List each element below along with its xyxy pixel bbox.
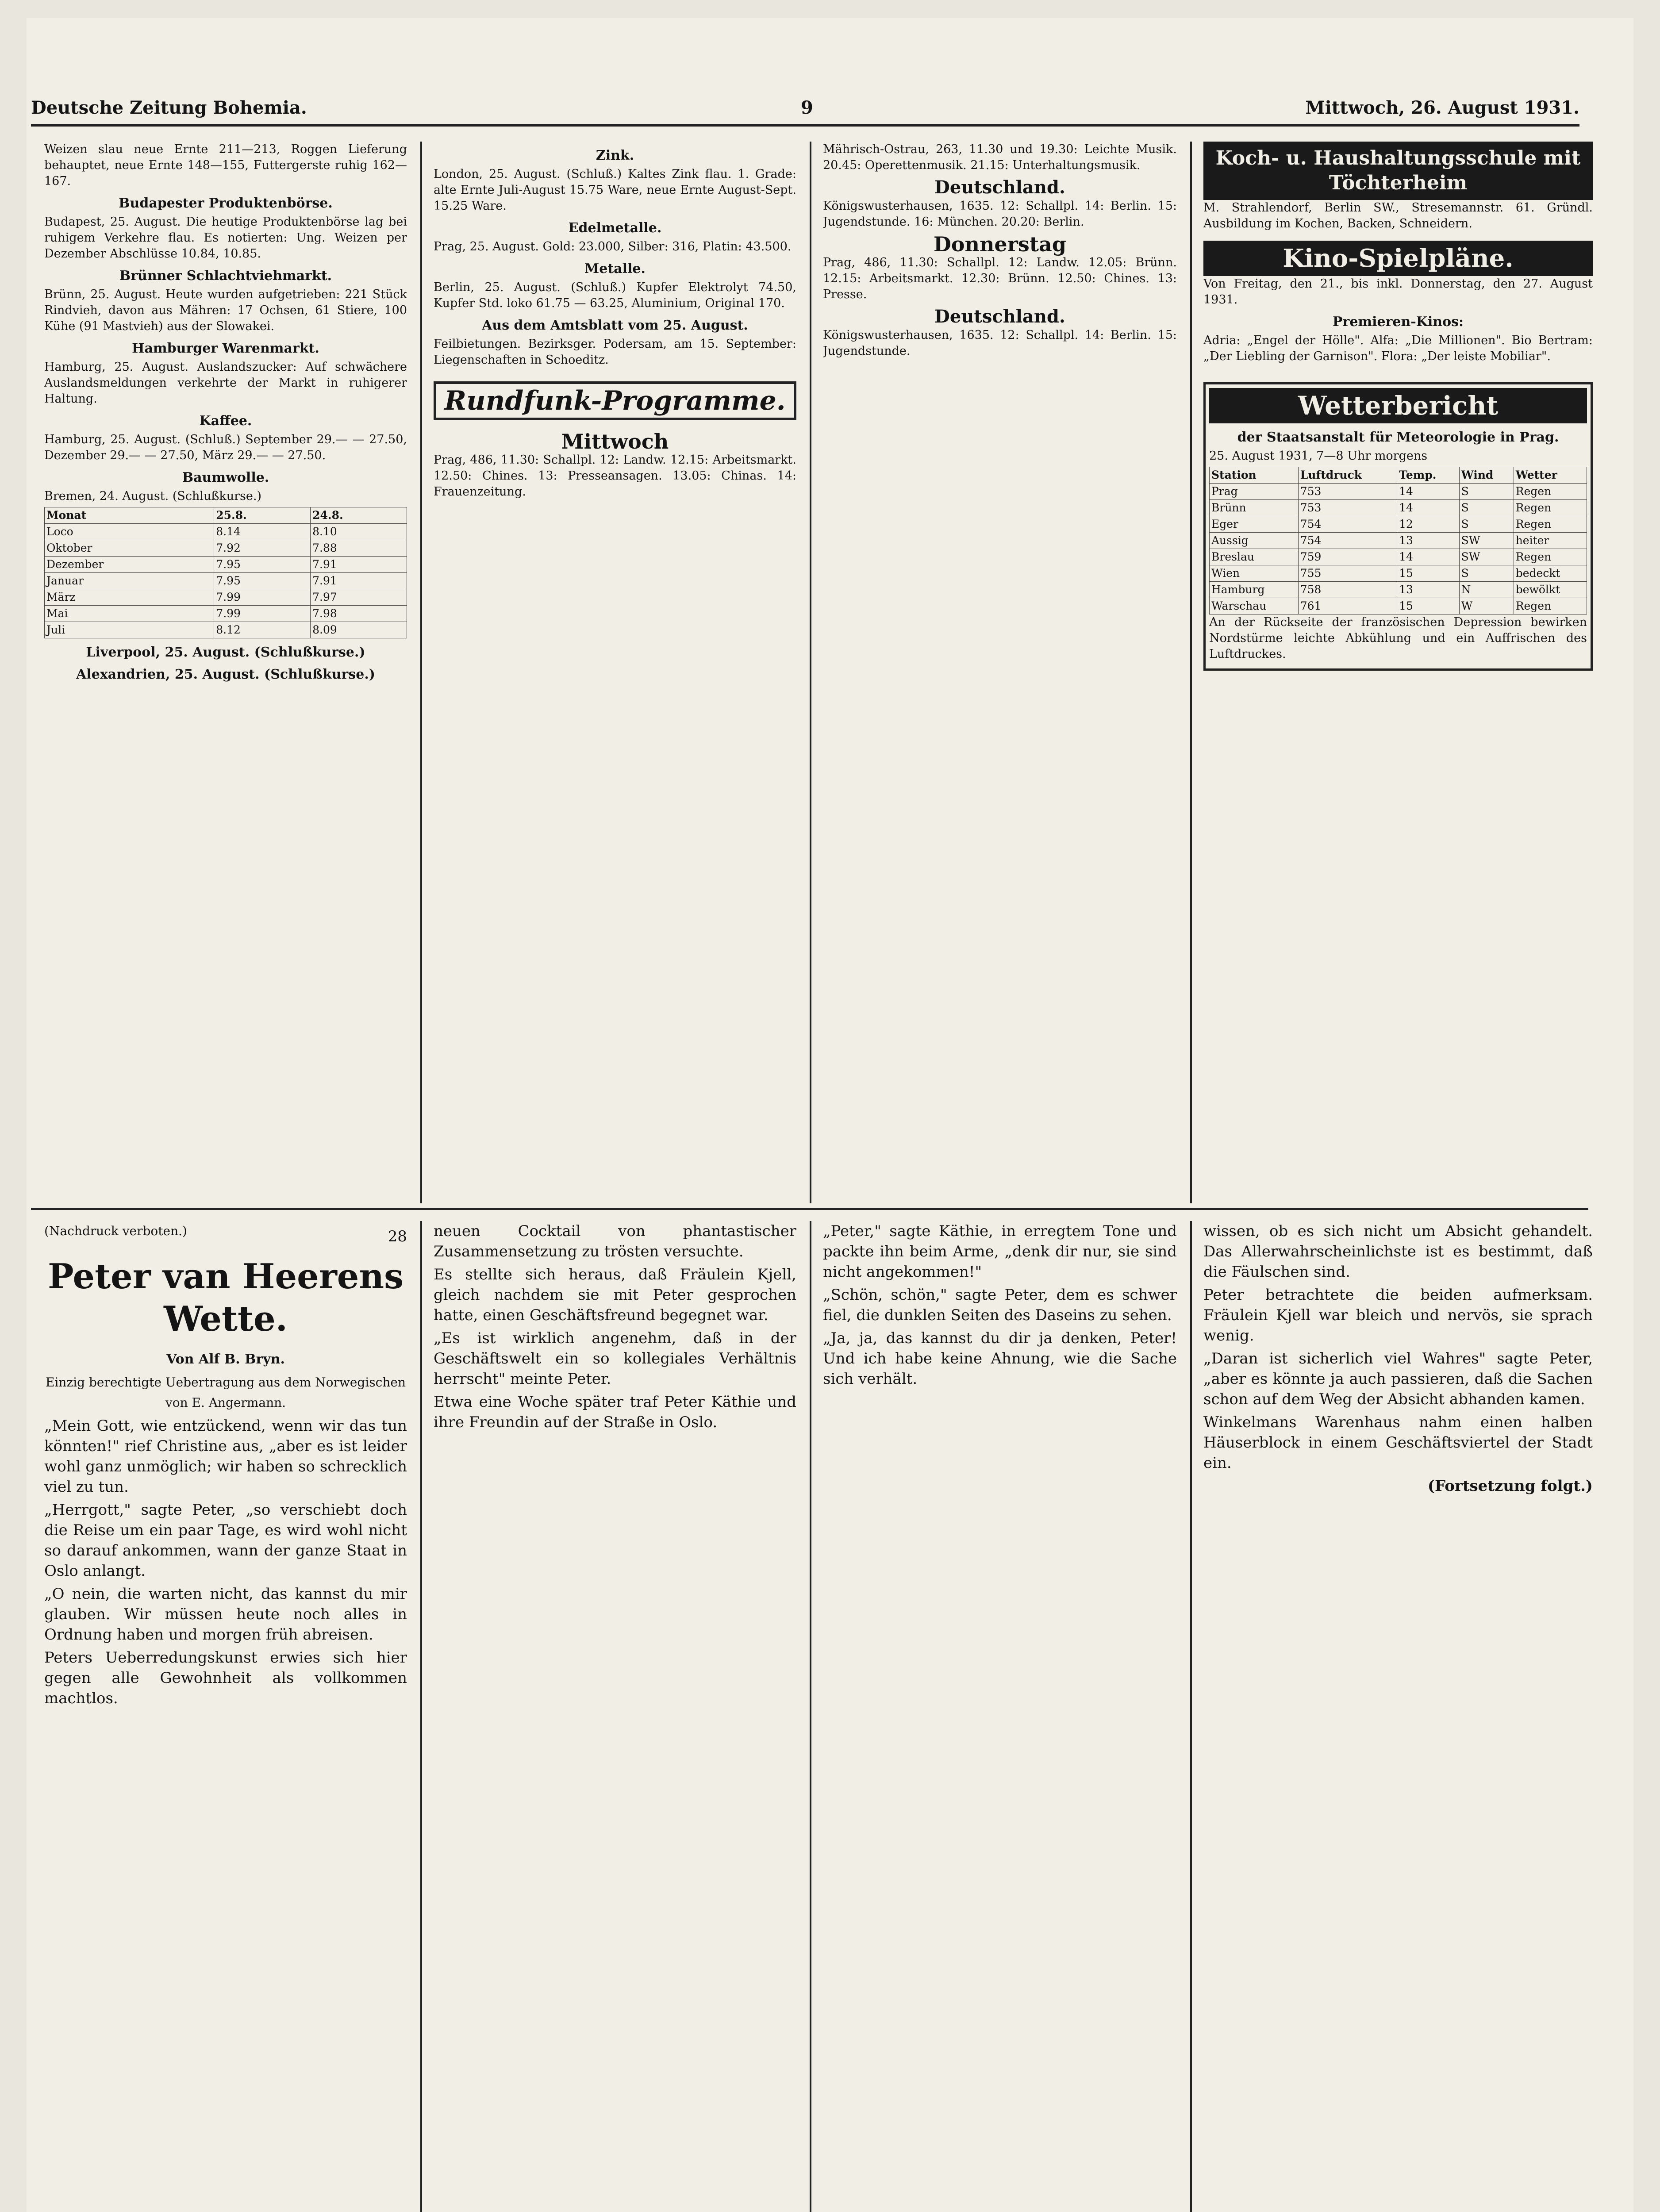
market-column (44, 142, 407, 1203)
story-column-4 (1203, 1221, 1593, 2212)
column-divider (420, 1221, 422, 2212)
kino-title: Kino-Spielpläne. (1203, 241, 1593, 276)
column-divider (810, 1221, 811, 2212)
zink-report: London, 25. August. (Schluß.) Kaltes Zink flau. 1. Grade: alte Ernte Juli-August 15.75 Ware, neue Ernte August-Sept. 15.25 Ware. (434, 167, 796, 213)
heading-edelmetalle: Edelmetalle. (568, 220, 662, 236)
story-paragraph: Peters Ueberredungskunst erwies sich hier gegen alle Gewohnheit als vollkommen machtlos. (44, 1649, 407, 1707)
budapest-report: Budapest, 25. August. Die heutige Produktenbörse lag bei ruhigem Verkehre flau. Es notierten: Ung. Weizen per Dezember Abschlüsse 10.84, 10.85. (44, 215, 407, 261)
grain-report: Weizen slau neue Ernte 211—213, Roggen Lieferung behauptet, neue Ernte 148—155, Futtergerste ruhig 162—167. (44, 142, 407, 188)
heading-amtsblatt: Aus dem Amtsblatt vom 25. August. (482, 318, 748, 333)
heading-kaffee: Kaffee. (199, 413, 252, 429)
heading-bruenn: Brünner Schlachtviehmarkt. (119, 268, 332, 284)
radio-koenigswusterhausen-2: Königswusterhausen, 1635. 12: Schallpl. 14: Berlin. 15: Jugendstunde. (823, 328, 1177, 358)
column-divider (810, 142, 811, 1203)
story-column-2 (434, 1221, 796, 2212)
heading-zink: Zink. (596, 148, 634, 163)
story-column-3 (823, 1221, 1177, 2212)
story-author: Von Alf B. Bryn. (166, 1352, 285, 1367)
table-row: Brünn 753 14 S Regen (1210, 500, 1587, 516)
table-row: März 7.99 7.97 (45, 589, 407, 606)
story-paragraph: Es stellte sich heraus, daß Fräulein Kjell, gleich nachdem sie mit Peter gesprochen hatte, einen Geschäftsfreund begegnet war. (434, 1266, 796, 1324)
heading-mittwoch: Mittwoch (561, 430, 669, 453)
weather-date: 25. August 1931, 7—8 Uhr morgens (1209, 449, 1428, 463)
table-row: Prag 753 14 S Regen (1210, 484, 1587, 500)
story-column-1 (44, 1221, 407, 2212)
heading-alexandrien: Alexandrien, 25. August. (Schlußkurse.) (76, 667, 375, 682)
bruenn-report: Brünn, 25. August. Heute wurden aufgetrieben: 221 Stück Rindvieh, davon aus Mähren: 17 Ochsen, 61 Stiere, 100 Kühe (91 Mastvieh) aus der Slowakei. (44, 288, 407, 333)
table-row: Hamburg 758 13 N bewölkt (1210, 582, 1587, 598)
metals-radio-column (434, 142, 796, 1203)
story-paragraph: „Ja, ja, das kannst du dir ja denken, Peter! Und ich habe keine Ahnung, wie die Sache sich verhält. (823, 1329, 1177, 1388)
heading-donnerstag: Donnerstag (933, 232, 1067, 256)
amtsblatt-report: Feilbietungen. Bezirksger. Podersam, am 15. September: Liegenschaften in Schoeditz. (434, 337, 796, 367)
cotton-table: Monat 25.8. 24.8. Loco 8.14 8.10 Oktober 7.92 7.88 Dezember 7.95 7.91 Januar 7.95 7.91 März 7.99 7.97 Mai 7.99 7.98 Juli 8.12 8.09 (44, 507, 407, 638)
table-row: Juli 8.12 8.09 (45, 622, 407, 638)
story-translation-note: Einzig berechtigte Uebertragung aus dem Norwegischen von E. Angermann. (46, 1375, 406, 1410)
table-row: Wien 755 15 S bedeckt (1210, 565, 1587, 582)
section-divider (31, 1208, 1588, 1210)
heading-liverpool: Liverpool, 25. August. (Schlußkurse.) (86, 645, 365, 660)
heading-deutschland-2: Deutschland. (934, 306, 1065, 327)
kino-heading: Premieren-Kinos: (1332, 314, 1464, 330)
story-paragraph: neuen Cocktail von phantastischer Zusammensetzung zu trösten versuchte. (434, 1222, 796, 1260)
metalle-report: Berlin, 25. August. (Schluß.) Kupfer Elektrolyt 74.50, Kupfer Std. loko 61.75 — 63.25, Aluminium, Original 170. (434, 280, 796, 310)
installment-number: 28 (388, 1228, 407, 1245)
masthead: Deutsche Zeitung Bohemia. (31, 97, 307, 118)
table-row: Eger 754 12 S Regen (1210, 516, 1587, 533)
heading-hamburg: Hamburger Warenmarkt. (132, 341, 319, 356)
story-paragraph: „Daran ist sicherlich viel Wahres" sagte Peter, „aber es könnte ja auch passieren, daß die Sachen schon auf dem Weg der Absicht abhanden kamen. (1203, 1350, 1593, 1408)
column-divider (420, 142, 422, 1203)
heading-baumwolle: Baumwolle. (182, 470, 269, 485)
story-paragraph: Peter betrachtete die beiden aufmerksam. Fräulein Kjell war bleich und nervös, sie sprach wenig. (1203, 1286, 1593, 1344)
table-row: Warschau 761 15 W Regen (1210, 598, 1587, 614)
page-header (31, 97, 1579, 127)
page-number: 9 (801, 97, 813, 118)
radio-prag-donnerstag: Prag, 486, 11.30: Schallpl. 12: Landw. 12.05: Brünn. 12.15: Arbeitsmarkt. 12.30: Brünn. 12.50: Chines. 13: Presse. (823, 256, 1177, 301)
radio-prag: Prag, 486, 11.30: Schallpl. 12: Landw. 12.15: Arbeitsmarkt. 12.50: Chines. 13: Presseansagen. 13.05: Chinas. 14: Frauenzeitung. (434, 453, 796, 499)
weather-table: Station Luftdruck Temp. Wind Wetter Prag 753 14 S Regen Brünn 753 14 S Regen Eger 754 12 S Regen Aussig 754 13 SW heiter Breslau 759 14 SW Regen Wien 755 15 S bedeckt Hamburg 758 13 N bewölkt Warschau 761 15 W Regen (1209, 467, 1587, 614)
hamburg-report: Hamburg, 25. August. Auslandszucker: Auf schwächere Auslandsmeldungen verkehrte der Markt in ruhigerer Haltung. (44, 360, 407, 406)
table-row: Mai 7.99 7.98 (45, 606, 407, 622)
weather-text: An der Rückseite der französischen Depression bewirken Nordstürme leichte Abkühlung und ein Auffrischen des Luftdruckes. (1209, 615, 1587, 661)
story-paragraph: „Peter," sagte Käthie, in erregtem Tone und packte ihn beim Arme, „denk dir nur, sie sind nicht angekommen!" (823, 1222, 1177, 1281)
cooking-school-ad-title: Koch- u. Haushaltungsschule mit Töchterheim (1203, 142, 1593, 200)
heading-deutschland: Deutschland. (934, 177, 1065, 198)
story-paragraph: „Herrgott," sagte Peter, „so verschiebt doch die Reise um ein paar Tage, es wird wohl nicht so darauf ankommen, wann der ganze Staat in Oslo anlangt. (44, 1501, 407, 1580)
table-row: Oktober 7.92 7.88 (45, 540, 407, 557)
heading-metalle: Metalle. (584, 261, 646, 276)
table-row: Loco 8.14 8.10 (45, 524, 407, 540)
story-paragraph: Etwa eine Woche später traf Peter Käthie und ihre Freundin auf der Straße in Oslo. (434, 1393, 796, 1431)
weather-subtitle: der Staatsanstalt für Meteorologie in Prag. (1237, 430, 1559, 445)
ads-weather-column (1203, 142, 1593, 1203)
table-row: Dezember 7.95 7.91 (45, 557, 407, 573)
kaffee-report: Hamburg, 25. August. (Schluß.) September 29.— — 27.50, Dezember 29.— — 27.50, März 29.— — 27.50. (44, 433, 407, 462)
kino-list: Adria: „Engel der Hölle". Alfa: „Die Millionen". Bio Bertram: „Der Liebling der Garnison". Flora: „Der leiste Mobiliar". (1203, 334, 1593, 363)
radio-koenigswusterhausen: Königswusterhausen, 1635. 12: Schallpl. 14: Berlin. 15: Jugendstunde. 16: München. 20.20: Berlin. (823, 199, 1177, 229)
story-paragraph: wissen, ob es sich nicht um Absicht gehandelt. Das Allerwahrscheinlichste ist es bestimmt, daß die Fäulschen sind. (1203, 1222, 1593, 1281)
issue-date: Mittwoch, 26. August 1931. (1305, 97, 1579, 118)
table-row: Januar 7.95 7.91 (45, 573, 407, 589)
weather-box (1203, 382, 1593, 671)
reprint-note: (Nachdruck verboten.) (44, 1224, 187, 1238)
story-paragraph: Winkelmans Warenhaus nahm einen halben Häuserblock in einem Geschäftsviertel der Stadt ein. (1203, 1413, 1593, 1472)
story-paragraph: „Es ist wirklich angenehm, daß in der Geschäftswelt ein so kollegiales Verhältnis herrscht" meinte Peter. (434, 1329, 796, 1388)
heading-budapest: Budapester Produktenbörse. (119, 196, 333, 211)
story-paragraph: „Schön, schön," sagte Peter, dem es schwer fiel, die dunklen Seiten des Daseins zu sehen. (823, 1286, 1177, 1324)
weather-title: Wetterbericht (1209, 388, 1587, 423)
radio-column (823, 142, 1177, 1203)
radio-ostrau: Mährisch-Ostrau, 263, 11.30 und 19.30: Leichte Musik. 20.45: Operettenmusik. 21.15: Unterhaltungsmusik. (823, 142, 1177, 172)
story-paragraph: „O nein, die warten nicht, das kannst du mir glauben. Wir müssen heute noch alles in Ordnung haben und morgen früh abreisen. (44, 1585, 407, 1644)
kino-subtitle: Von Freitag, den 21., bis inkl. Donnerstag, den 27. August 1931. (1203, 277, 1593, 307)
edelmetalle-report: Prag, 25. August. Gold: 23.000, Silber: 316, Platin: 43.500. (434, 240, 792, 253)
radio-title: Rundfunk-Programme. (434, 381, 796, 420)
table-row: Breslau 759 14 SW Regen (1210, 549, 1587, 565)
table-row: Aussig 754 13 SW heiter (1210, 533, 1587, 549)
column-divider (1190, 1221, 1192, 2212)
story-paragraph: „Mein Gott, wie entzückend, wenn wir das tun könnten!" rief Christine aus, „aber es ist leider wohl ganz unmöglich; wir haben so schrecklich viel zu tun. (44, 1417, 407, 1496)
continuation-note: (Fortsetzung folgt.) (1427, 1477, 1593, 1495)
story-title: Peter van Heerens Wette. (47, 1256, 404, 1339)
cooking-school-ad-text: M. Strahlendorf, Berlin SW., Stresemannstr. 61. Gründl. Ausbildung im Kochen, Backen, Schneidern. (1203, 201, 1593, 230)
column-divider (1190, 142, 1192, 1203)
bremen-report: Bremen, 24. August. (Schlußkurse.) (44, 489, 262, 503)
